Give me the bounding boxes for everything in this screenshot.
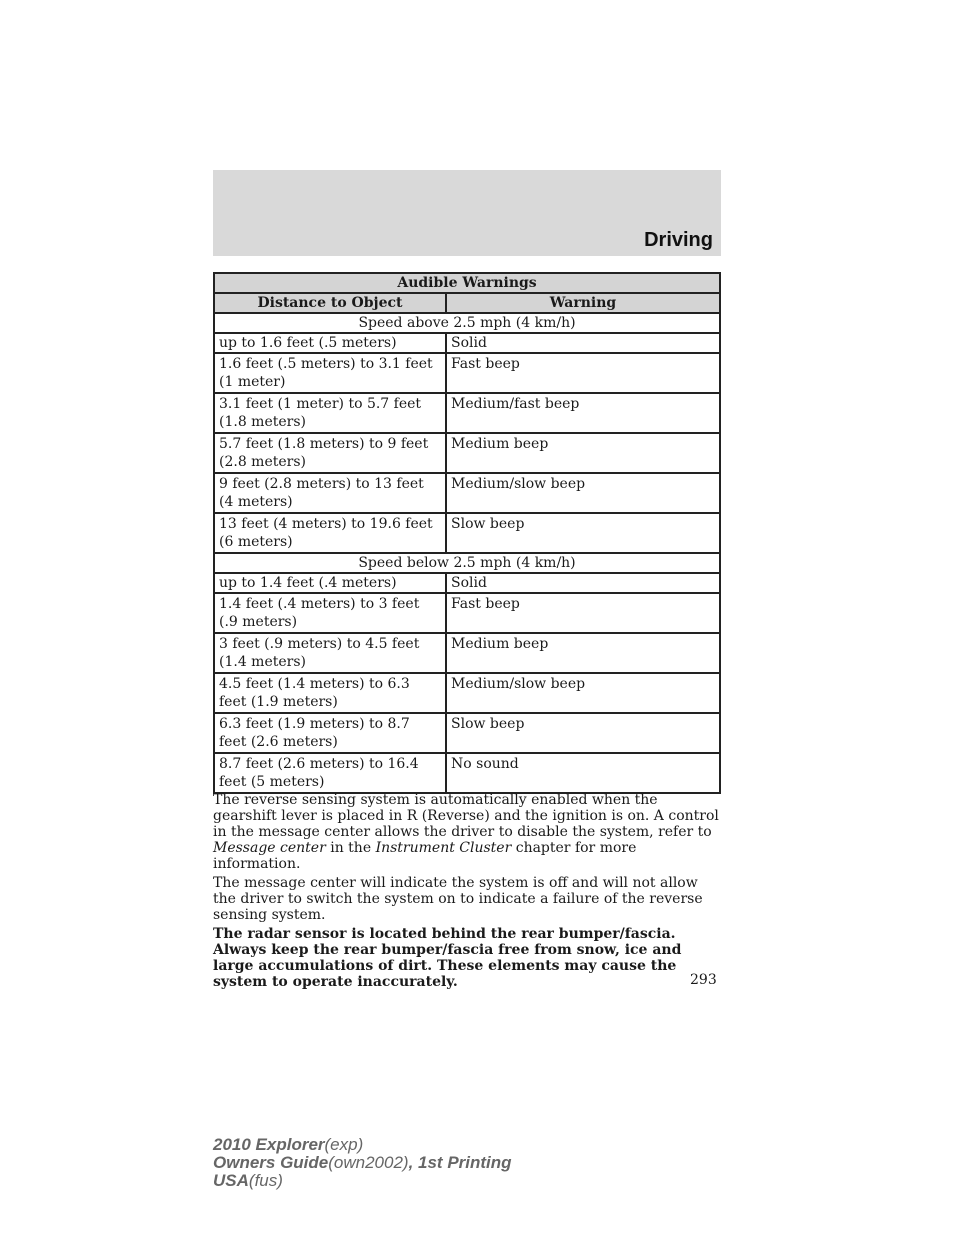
column-header-distance: Distance to Object xyxy=(214,293,446,313)
warning-cell: Medium/slow beep xyxy=(446,473,720,513)
distance-cell: up to 1.6 feet (.5 meters) xyxy=(214,333,446,353)
distance-cell: 5.7 feet (1.8 meters) to 9 feet (2.8 meters) xyxy=(214,433,446,473)
warning-cell: Medium beep xyxy=(446,433,720,473)
table-row xyxy=(214,573,720,593)
table-row xyxy=(214,513,720,553)
table-title: Audible Warnings xyxy=(214,273,720,293)
warning-cell: Medium/slow beep xyxy=(446,673,720,713)
warning-cell: Solid xyxy=(446,333,720,353)
table-row xyxy=(214,333,720,353)
distance-cell: 1.4 feet (.4 meters) to 3 feet (.9 meters) xyxy=(214,593,446,633)
warning-cell: Solid xyxy=(446,573,720,593)
footer-guide: Owners Guide xyxy=(213,1153,329,1172)
warning-cell: Slow beep xyxy=(446,713,720,753)
table-row xyxy=(214,633,720,673)
group-row-speed-below: Speed below 2.5 mph (4 km/h) xyxy=(214,553,720,573)
paragraph-text: chapter for more information. xyxy=(213,840,637,872)
distance-cell: 1.6 feet (.5 meters) to 3.1 feet (1 meter) xyxy=(214,353,446,393)
paragraph-radar-sensor-warning: The radar sensor is located behind the rear bumper/fascia. Always keep the rear bumper/fascia free from snow, ice and large accumulations of dirt. These elements may cause the system to operate inaccurately. xyxy=(213,926,682,990)
distance-cell: 3 feet (.9 meters) to 4.5 feet (1.4 meters) xyxy=(214,633,446,673)
table-row xyxy=(214,593,720,633)
footer-region-code: (fus) xyxy=(248,1171,283,1190)
warning-cell: Medium beep xyxy=(446,633,720,673)
warning-cell: Fast beep xyxy=(446,593,720,633)
table-row xyxy=(214,393,720,433)
distance-cell: 13 feet (4 meters) to 19.6 feet (6 meters) xyxy=(214,513,446,553)
distance-cell: 4.5 feet (1.4 meters) to 6.3 feet (1.9 meters) xyxy=(214,673,446,713)
paragraph-text: The reverse sensing system is automatically enabled when the gearshift lever is placed in R (Reverse) and the ignition is on. A control in the message center allows the driver to disable the system, refer to xyxy=(213,792,719,840)
footer-line-1 xyxy=(213,1136,512,1154)
warning-cell: No sound xyxy=(446,753,720,793)
link-instrument-cluster: Instrument Cluster xyxy=(375,840,512,856)
footer-model-code: (exp) xyxy=(324,1135,364,1154)
table-row xyxy=(214,673,720,713)
column-header-warning: Warning xyxy=(446,293,720,313)
link-message-center: Message center xyxy=(213,840,326,856)
footer-line-2 xyxy=(213,1154,512,1172)
table-row xyxy=(214,753,720,793)
distance-cell: 8.7 feet (2.6 meters) to 16.4 feet (5 meters) xyxy=(214,753,446,793)
section-title: Driving xyxy=(644,229,713,251)
table-row xyxy=(214,473,720,513)
footer-printing: , 1st Printing xyxy=(408,1153,512,1172)
table-row xyxy=(214,713,720,753)
paragraph-text: in the xyxy=(325,840,376,856)
footer-region: USA xyxy=(213,1171,249,1190)
footer-guide-code: (own2002) xyxy=(328,1153,409,1172)
paragraph-reverse-sensing xyxy=(213,792,721,872)
distance-cell: 9 feet (2.8 meters) to 13 feet (4 meters) xyxy=(214,473,446,513)
table-row xyxy=(214,433,720,473)
table-row xyxy=(214,353,720,393)
warning-cell: Medium/fast beep xyxy=(446,393,720,433)
distance-cell: up to 1.4 feet (.4 meters) xyxy=(214,573,446,593)
warning-cell: Fast beep xyxy=(446,353,720,393)
distance-cell: 6.3 feet (1.9 meters) to 8.7 feet (2.6 meters) xyxy=(214,713,446,753)
distance-cell: 3.1 feet (1 meter) to 5.7 feet (1.8 meters) xyxy=(214,393,446,433)
page-number: 293 xyxy=(690,972,717,988)
footer-model: 2010 Explorer xyxy=(213,1135,325,1154)
audible-warnings-table xyxy=(213,272,721,794)
warning-cell: Slow beep xyxy=(446,513,720,553)
footer-line-3 xyxy=(213,1172,512,1190)
group-row-speed-above: Speed above 2.5 mph (4 km/h) xyxy=(214,313,720,333)
section-header-band xyxy=(213,170,721,256)
footer xyxy=(213,1136,512,1190)
paragraph-message-center: The message center will indicate the system is off and will not allow the driver to switch the system on to indicate a failure of the reverse sensing system. xyxy=(213,875,703,923)
body-text xyxy=(213,792,721,993)
